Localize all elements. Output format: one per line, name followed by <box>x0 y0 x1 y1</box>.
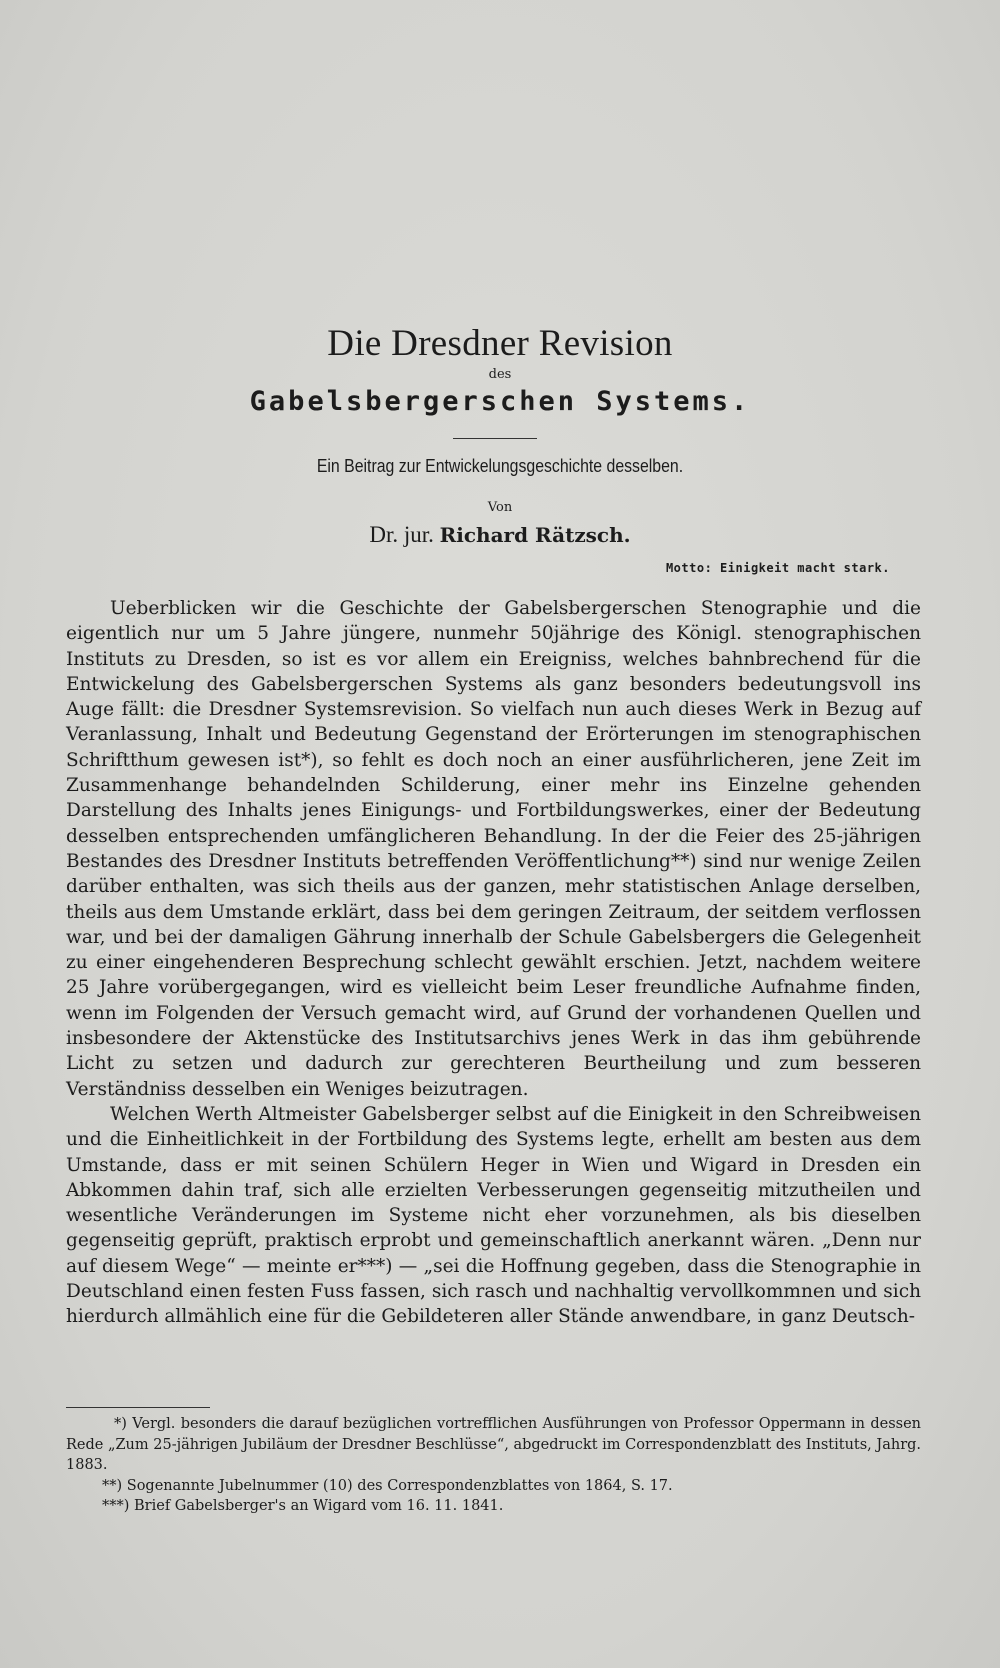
motto-text: Einigkeit macht stark. <box>720 561 890 575</box>
byline-von: Von <box>487 500 513 515</box>
body-text <box>66 596 921 1330</box>
document-title: Die Dresdner Revision <box>327 323 673 364</box>
footnote-3: ***) Brief Gabelsberger's an Wigard vom 16. 11. 1841. <box>102 1498 504 1514</box>
motto <box>666 561 890 575</box>
title-connector: des <box>488 367 512 382</box>
document-subtitle: Ein Beitrag zur Entwickelungsgeschichte desselben. <box>316 456 684 476</box>
footnote-2: **) Sogenannte Jubelnummer (10) des Correspondenzblattes von 1864, S. 17. <box>102 1477 673 1494</box>
author-prefix: Dr. jur. <box>369 522 434 547</box>
footnote-1: *) Vergl. besonders die darauf bezüglichen vortrefflichen Ausführungen von Professor Oppermann in dessen Rede „Zum 25-jährigen Jubiläum der Dresdner Beschlüsse“, abgedruckt im Correspondenzblatt des Instituts, Jahrg. 1883. <box>66 1416 922 1473</box>
footnotes <box>66 1414 921 1517</box>
paragraph-1: Ueberblicken wir die Geschichte der Gabelsbergerschen Stenographie und die eigentlich nur um 5 Jahre jüngere, nunmehr 50jährige des Königl. stenographischen Instituts zu Dresden, so ist es vor allem ein Ereigniss, welches bahnbrechend für die Entwickelung des Gabelsbergerschen Systems als ganz besonders bedeutungsvoll ins Auge fällt: die Dresdner Systemsrevision. So vielfach nun auch dieses Werk in Bezug auf Veranlassung, Inhalt und Bedeutung Gegenstand der Erörterungen im stenographischen Schriftthum gewesen ist*), so fehlt es doch noch an einer ausführlicheren, jene Zeit im Zusammenhange behandelnden Schilderung, einer mehr ins Einzelne gehenden Darstellung des Inhalts jenes Einigungs- und Fortbildungswerkes, einer der Bedeutung desselben entsprechenden umfänglicheren Behandlung. In der die Feier des 25-jährigen Bestandes des Dresdner Instituts betreffenden Veröffentlichung**) sind nur wenige Zeilen darüber enthalten, was sich theils aus der ganzen, mehr statistischen Anlage derselben, theils aus dem Umstande erklärt, dass bei dem geringen Zeitraum, der seitdem verflossen war, und bei der damaligen Gährung innerhalb der Schule Gabelsbergers die Gelegenheit zu einer eingehenderen Besprechung schlecht gewählt erschien. Jetzt, nachdem weitere 25 Jahre vorübergegangen, wird es vielleicht beim Leser freundliche Aufnahme finden, wenn im Folgenden der Versuch gemacht wird, auf Grund der vorhandenen Quellen und insbesondere der Aktenstücke des Institutsarchivs jenes Werk in das ihm gebührende Licht zu setzen und dadurch zur gerechteren Beurtheilung und zum besseren Verständniss desselben ein Weniges beizutragen. <box>66 598 921 1100</box>
author-name: Richard Rätzsch. <box>439 523 631 547</box>
author <box>0 522 1000 548</box>
paragraph-2: Welchen Werth Altmeister Gabelsberger selbst auf die Einigkeit in den Schreibweisen und die Einheitlichkeit in der Fortbildung des Systems legte, erhellt am besten aus dem Umstande, dass er mit seinen Schülern Heger in Wien und Wigard in Dresden ein Abkommen dahin traf, sich alle erzielten Verbesserungen gegenseitig mitzutheilen und wesentliche Veränderungen im Systeme nicht eher vorzunehmen, als bis dieselben gegenseitig geprüft, praktisch erprobt und gemeinschaftlich anerkannt wären. „Denn nur auf diesem Wege“ — meinte er***) — „sei die Hoffnung gegeben, dass die Stenographie in Deutschland einen festen Fuss fassen, sich rasch und nachhaltig vervollkommnen und sich hierdurch allmählich eine für die Gebildeteren aller Stände anwendbare, in ganz Deutsch- <box>66 1103 921 1328</box>
footnote-divider <box>66 1407 210 1408</box>
title-divider <box>453 438 537 439</box>
document-title-system: Gabelsbergerschen Systems. <box>249 386 751 417</box>
motto-label: Motto: <box>665 561 713 575</box>
